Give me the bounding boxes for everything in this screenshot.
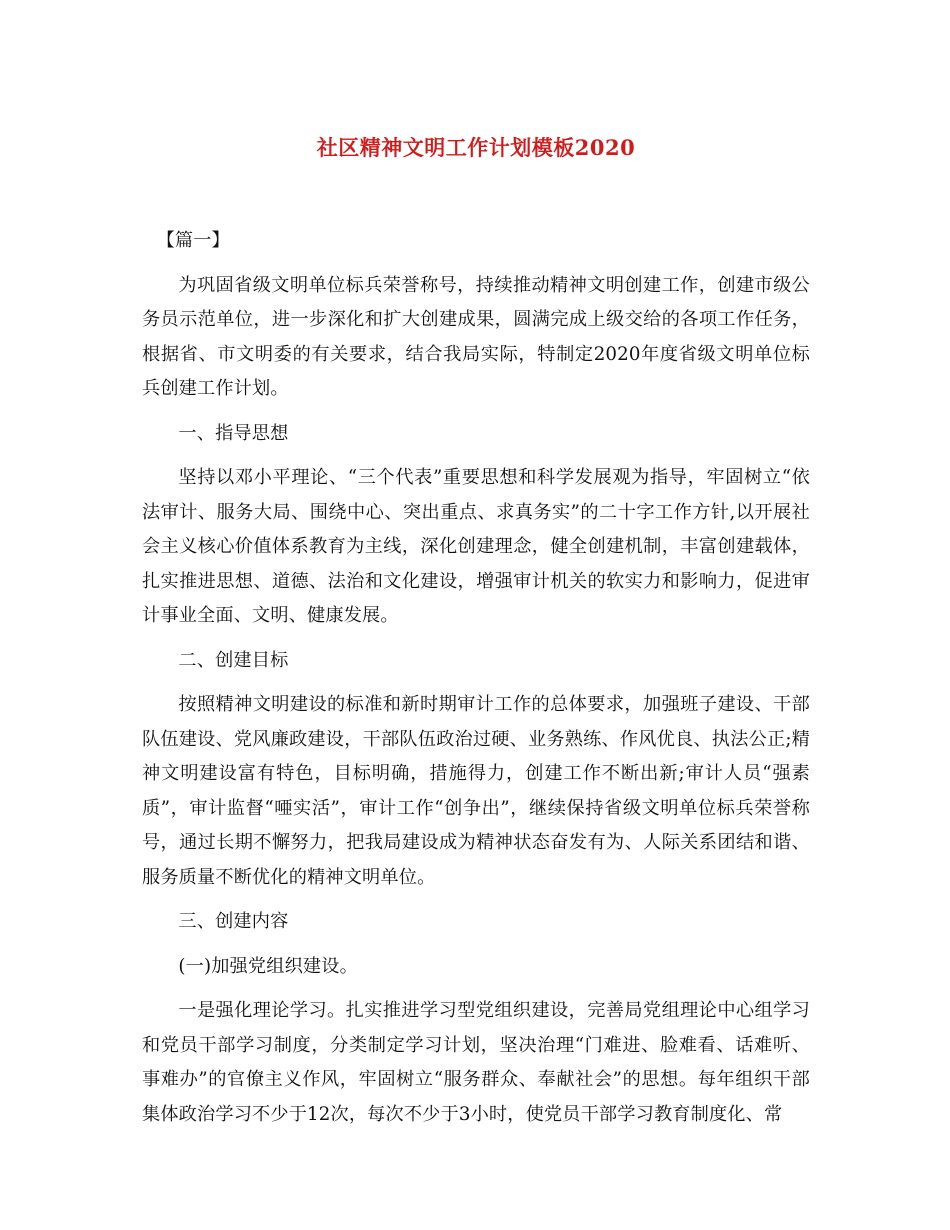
heading-guiding-ideology: 一、指导思想 <box>178 422 289 444</box>
guiding-ideology-paragraph: 坚持以邓小平理论、“三个代表”重要思想和科学发展观为指导，牢固树立“依法审计、服务大局、围绕中心、突出重点、求真务实”的二十字工作方针,以开展社会主义核心价值体系教育为主线，深化创建理念，健全创建机制，丰富创建载体，扎实推进思想、道德、法治和文化建设，增强审计机关的软实力和影响力，促进审计事业全面、文明、健康发展。 <box>142 467 810 626</box>
subheading-party-building: (一)加强党组织建设。 <box>178 955 358 977</box>
heading-creation-goals: 二、创建目标 <box>178 649 289 671</box>
heading-creation-content: 三、创建内容 <box>178 911 289 932</box>
intro-paragraph: 为巩固省级文明单位标兵荣誉称号，持续推动精神文明创建工作，创建市级公务员示范单位，进一步深化和扩大创建成果，圆满完成上级交给的各项工作任务，根据省、市文明委的有关要求，结合我局实际，特制定2020年度省级文明单位标兵创建工作计划。 <box>142 274 810 399</box>
creation-goals-paragraph: 按照精神文明建设的标准和新时期审计工作的总体要求，加强班子建设、干部队伍建设、党风廉政建设，干部队伍政治过硬、业务熟练、作风优良、执法公正;精神文明建设富有特色，目标明确，措施得力，创建工作不断出新;审计人员“强素质”，审计监督“唖实活”，审计工作“创争出”，继续保持省级文明单位标兵荣誉称号，通过长期不懈努力，把我局建设成为精神状态奋发有为、人际关系团结和谐、服务质量不断优化的精神文明单位。 <box>142 694 810 888</box>
section-marker: 【篇一】 <box>156 230 230 251</box>
theory-study-paragraph: 一是强化理论学习。扎实推进学习型党组织建设，完善局党组理论中心组学习和党员干部学习制度，分类制定学习计划，坚决治理“门难进、脸难看、话难听、事难办”的官僚主义作风，牢固树立“服务群众、奉献社会”的思想。每年组织干部集体政治学习不少于12次，每次不少于3小时，使党员干部学习教育制度化、常 <box>142 1000 810 1125</box>
document-title: 社区精神文明工作计划模板2020 <box>316 135 636 160</box>
